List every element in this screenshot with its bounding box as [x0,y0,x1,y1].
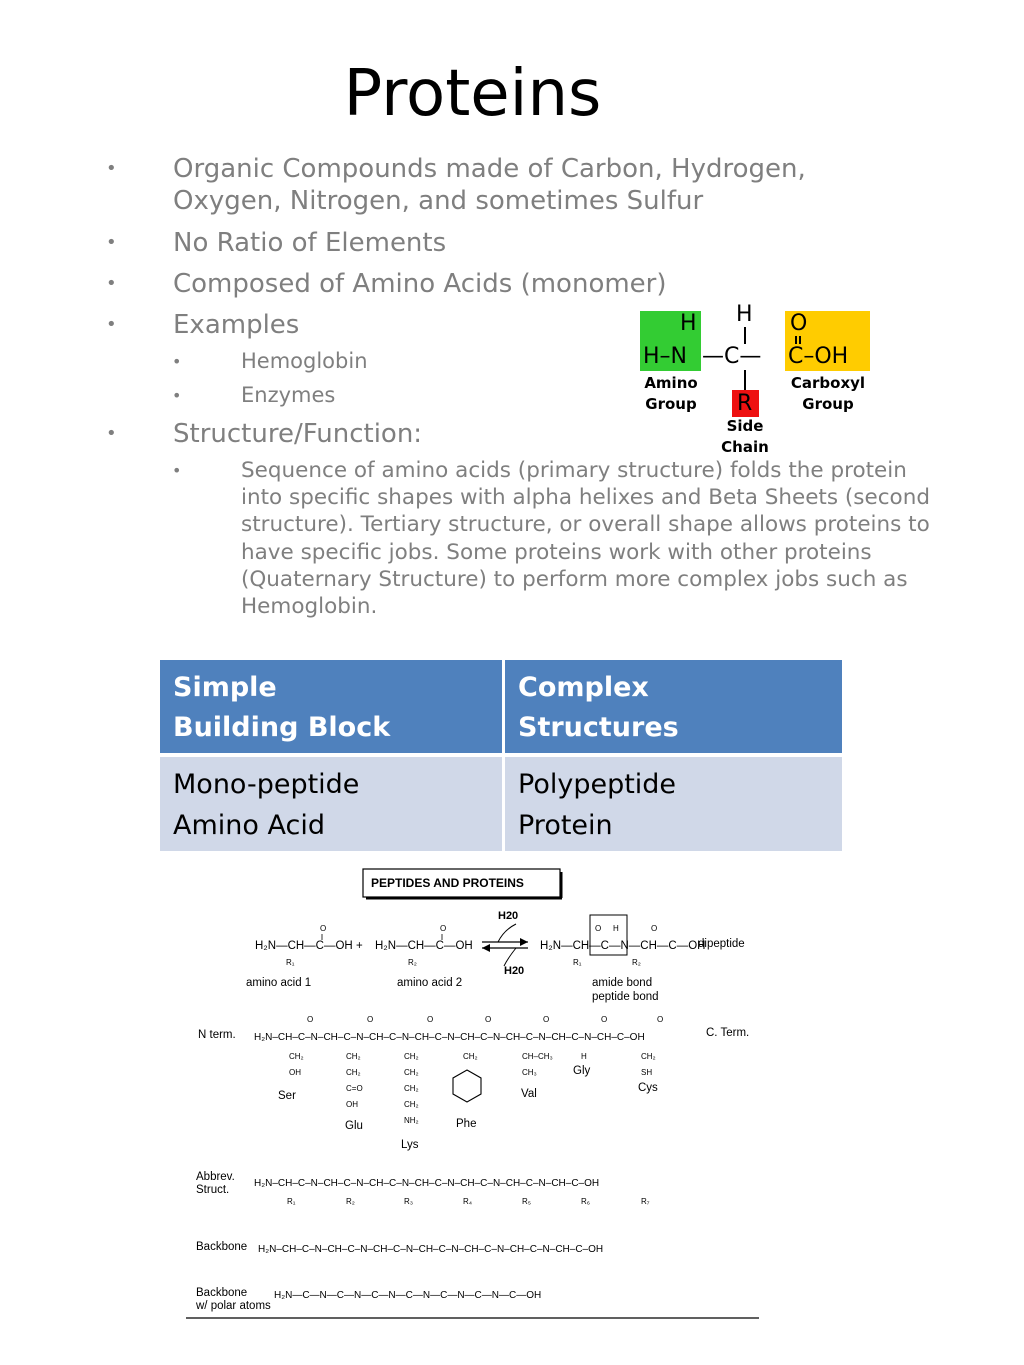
side-chain-r: R [737,391,753,416]
svg-text:R₅: R₅ [522,1197,531,1206]
header-line: Simple [173,672,277,703]
backbone-polar-label-2: w/ polar atoms [196,1300,271,1312]
svg-text:CH–CH₃: CH–CH₃ [522,1052,553,1061]
sub-bullet-text: Enzymes [241,383,336,407]
dipeptide-o1: O [595,924,602,933]
peptides-proteins-diagram [186,862,766,1322]
svg-text:CH₂: CH₂ [346,1052,361,1061]
bullet-text: Examples [173,310,300,340]
dipeptide-r2: R₂ [632,958,641,967]
bullet-compounds [106,153,806,217]
aa2-formula: H₂N—CH—C—OH [375,940,473,952]
cell-line: Polypeptide [518,769,677,800]
label-line: Amino [644,374,698,392]
header-line: Complex [518,672,649,703]
bullet-text: Structure/Function: [173,419,423,449]
svg-text:O: O [307,1015,314,1024]
svg-text:R₇: R₇ [641,1197,650,1206]
svg-text:Gly: Gly [573,1065,591,1077]
peptide-bond-label: peptide bond [592,991,659,1003]
h2o-bottom: H20 [504,965,525,977]
svg-text:NH₂: NH₂ [404,1116,419,1125]
bullet-dot: • [172,352,182,371]
residue-labels [278,1065,658,1151]
bullet-text: Composed of Amino Acids (monomer) [173,269,667,299]
sub-bullet-text: Hemoglobin [241,349,368,373]
table-header-row [160,660,842,755]
aa2-r: R₂ [408,958,417,967]
carboxyl-c-oh: C–OH [788,344,849,369]
svg-text:R₁: R₁ [287,1197,296,1206]
dipeptide-o2: O [651,924,658,933]
backbone-formula: H₂N–CH–C–N–CH–C–N–CH–C–N–CH–C–N–CH–C–N–CH–C–N–CH–C–OH [258,1244,604,1255]
cell-line: Mono-peptide [173,769,360,800]
chain-carbonyl-oxygens [307,1015,663,1024]
svg-text:CH₂: CH₂ [404,1052,419,1061]
header-line: Building Block [173,712,391,743]
bullet-dot: • [106,232,117,253]
svg-text:OH: OH [289,1068,301,1077]
amide-bond-label: amide bond [592,977,653,989]
phenyl-ring [453,1070,481,1102]
label-line: Side [726,417,764,435]
header-simple [160,660,504,755]
side-chain-label [712,416,778,458]
peptide-figure [186,862,766,1322]
amino-h-top: H [680,311,697,336]
svg-text:CH₂: CH₂ [404,1100,419,1109]
bullet-examples [106,309,300,341]
svg-text:O: O [367,1015,374,1024]
svg-text:CH₂: CH₂ [463,1052,478,1061]
alpha-h: H [736,302,753,327]
dipeptide-label: dipeptide [698,938,745,950]
aa1-r: R₁ [286,958,295,967]
alpha-r-bond [744,370,746,390]
svg-text:C=O: C=O [346,1084,363,1093]
abbrev-formula: H₂N–CH–C–N–CH–C–N–CH–C–N–CH–C–N–CH–C–N–CH–C–N–CH–C–OH [254,1178,600,1189]
bullet-text: No Ratio of Elements [173,228,447,258]
abbrev-label-1: Abbrev. [196,1171,235,1183]
dipeptide-r1: R₁ [573,958,582,967]
bullet-dot: • [106,423,117,444]
svg-text:Val: Val [521,1088,537,1100]
bullet-text: Oxygen, Nitrogen, and sometimes Sulfur [173,186,704,216]
label-line: Chain [721,438,769,456]
bullet-dot: • [106,273,117,294]
bullet-dot: • [106,158,117,179]
aa1-label: amino acid 1 [246,977,312,989]
abbrev-label-2: Struct. [196,1184,230,1196]
amino-h-n: H–N [643,344,687,369]
svg-text:R₂: R₂ [346,1197,355,1206]
cell-line: Amino Acid [173,810,325,841]
amino-acid-diagram [636,300,876,460]
aa1-o: O [320,924,327,933]
svg-text:H: H [581,1052,587,1061]
svg-text:R₄: R₄ [463,1197,473,1206]
svg-text:CH₂: CH₂ [641,1052,656,1061]
bullet-dot: • [172,386,182,405]
chain-formula: H₂N–CH–C–N–CH–C–N–CH–C–N–CH–C–N–CH–C–N–CH–C–N–CH–C–N–CH–C–OH [254,1032,645,1043]
dipeptide-formula: H₂N—CH—C—N—CH—C—OH [540,940,706,952]
backbone-polar-formula: H₂N—C—N—C—N—C—N—C—N—C—N—C—N—C—OH [274,1290,542,1301]
box-title: PEPTIDES AND PROTEINS [371,876,524,890]
svg-text:O: O [601,1015,608,1024]
svg-text:CH₂: CH₂ [289,1052,304,1061]
plus-sign: + [356,940,363,952]
abbrev-r-groups [287,1197,650,1206]
svg-text:OH: OH [346,1100,358,1109]
svg-text:Glu: Glu [345,1120,363,1132]
svg-text:CH₂: CH₂ [404,1068,419,1077]
svg-text:O: O [427,1015,434,1024]
paragraph-text: Sequence of amino acids (primary structure) folds the protein into specific shapes with alpha helixes and Beta Sheets (second structure). Tertiary structure, or overall shape allows proteins to have specific jobs. Some proteins work with other proteins (Quaternary Structure) to perform more complex jobs such as Hemoglobin. [241,458,930,620]
cell-line: Protein [518,810,613,841]
header-complex [504,660,843,755]
bullet-dot: • [106,314,117,335]
alpha-carbon: —C— [702,344,762,369]
backbone-label: Backbone [196,1241,248,1253]
aa1-formula: H₂N—CH—C—OH [255,940,353,952]
svg-text:Phe: Phe [456,1118,477,1130]
n-term-label: N term. [198,1029,236,1041]
svg-text:O: O [485,1015,492,1024]
svg-text:R₃: R₃ [404,1197,414,1206]
bullet-text: Organic Compounds made of Carbon, Hydrogen, [173,154,806,184]
alpha-h-bond [744,327,746,344]
bullet-ratio [106,227,447,259]
svg-text:Cys: Cys [638,1082,658,1094]
bullet-structure [106,418,423,450]
h2o-top: H20 [498,910,519,922]
svg-text:R₆: R₆ [581,1197,591,1206]
page-title: Proteins [343,57,602,131]
svg-text:O: O [543,1015,550,1024]
label-line: Group [645,395,697,413]
aa2-o: O [440,924,447,933]
amino-group-label [636,373,706,415]
sub-bullet-enzymes [172,382,336,409]
aa2-label: amino acid 2 [397,977,463,989]
sub-bullet-hemoglobin [172,348,368,375]
carboxyl-o: O [790,311,808,336]
bullet-amino [106,268,667,300]
svg-text:O: O [657,1015,664,1024]
label-line: Group [802,395,854,413]
svg-text:CH₂: CH₂ [346,1068,361,1077]
building-block-table [160,660,842,851]
dipeptide-h: H [613,924,619,933]
structure-paragraph [172,457,941,620]
cell-polypeptide [504,755,843,851]
svg-text:SH: SH [641,1068,653,1077]
table-row [160,755,842,851]
header-line: Structures [518,712,679,743]
side-chains [289,1052,656,1125]
carboxyl-group-label [782,373,874,415]
svg-text:Lys: Lys [401,1139,419,1151]
backbone-polar-label-1: Backbone [196,1287,248,1299]
label-line: Carboxyl [790,374,866,392]
cell-mono-peptide [160,755,504,851]
svg-text:CH₂: CH₂ [404,1084,419,1093]
svg-text:CH₃: CH₃ [522,1068,537,1077]
svg-text:Ser: Ser [278,1090,296,1102]
c-term-label: C. Term. [706,1027,750,1039]
carboxyl-double-bond [795,336,801,344]
bullet-dot: • [172,461,182,480]
